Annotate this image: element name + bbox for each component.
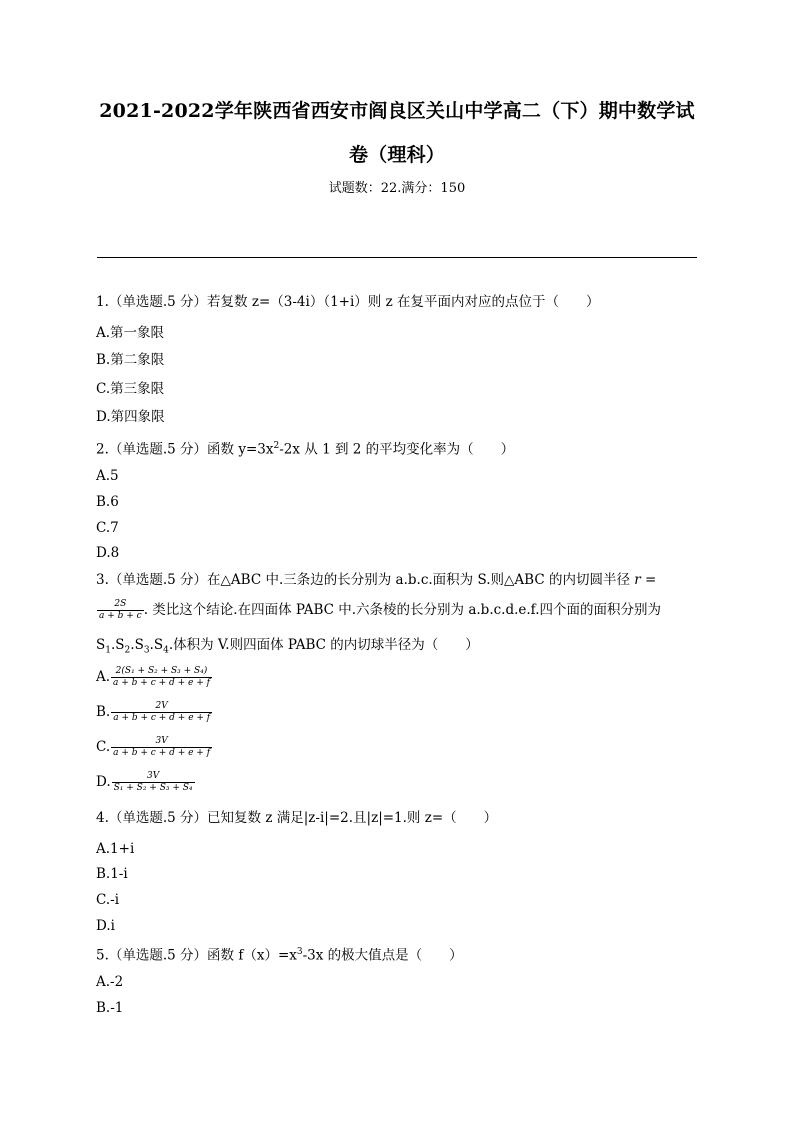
q2-stem-pre: 2.（单选题.5 分）函数 y=3x [96,441,274,458]
exam-title-line-2: 卷（理科） [348,144,445,166]
q3-s2: S [115,637,125,653]
q2-exponent: 2 [273,441,280,451]
q3-d-denominator: S₁ + S₂ + S₃ + S₄ [113,783,193,793]
q3-b-numerator: 2V [155,701,168,711]
q3-a-label: A. [96,669,111,685]
exam-subtitle: 试题数：22.满分：150 [328,181,466,196]
q4-stem: 4.（单选题.5 分）已知复数 z 满足|z-i|=2.且|z|=1.则 z=（ ） [96,810,498,826]
q3-s3: S [134,637,144,653]
q3-a-denominator: a + b + c + d + e + f [113,678,210,688]
exam-title-line-1: 2021-2022学年陕西省西安市阎良区关山中学高二（下）期中数学试 [99,100,695,122]
q3-a-numerator: 2(S₁ + S₂ + S₃ + S₄) [115,666,208,676]
q3-s4-sub: 4 [163,645,169,656]
q3-option-d [96,771,195,794]
q3-c-label: C. [96,739,111,755]
q1-option-b: B.第二象限 [96,352,165,368]
q5-stem-post: -3x 的极大值点是（ ） [302,947,463,964]
q1-option-c: C.第三象限 [96,381,165,397]
q5-option-a: A.-2 [96,974,124,990]
q3-line-3-text: .体积为 V.则四面体 PABC 的内切球半径为（ ） [168,637,479,653]
q3-s2-sub: 2 [124,645,131,656]
q3-d-numerator: 3V [146,771,160,781]
q3-r-equation: r = [634,572,657,588]
q3-s3-sub: 3 [143,645,150,656]
q3-s4: S [153,637,164,653]
q3-s1-sub: 1 [105,645,111,656]
q3-option-c [96,736,212,759]
header-divider [97,257,697,258]
q5-stem [96,943,463,965]
q5-stem-pre: 5.（单选题.5 分）函数 f（x）=x [96,947,297,964]
q3-frac-denominator: a + b + c [99,611,142,621]
q4-option-a: A.1+i [96,841,135,857]
q4-option-b: B.1-i [96,866,128,882]
q3-b-label: B. [96,704,111,720]
q3-frac-numerator: 2S [114,599,127,609]
q1-stem: 1.（单选题.5 分）若复数 z=（3-4i）（1+i）则 z 在复平面内对应的点位于（ ） [96,294,600,310]
q3-line-2-text: . 类比这个结论.在四面体 PABC 中.六条棱的长分别为 a.b.c.d.e.f.四个面的面积分别为 [143,602,661,618]
q2-option-d: D.8 [96,545,120,561]
q5-exponent: 3 [296,947,303,957]
q3-line-3: $S_1.S_2.S_3.S_4$.体积为 V.则四面体 PABC 的内切球半径为（ ） [96,637,479,656]
q3-c-numerator: 3V [155,736,168,746]
q4-option-c: C.-i [96,892,120,908]
q2-option-b: B.6 [96,494,119,510]
q2-option-a: A.5 [96,468,119,484]
q2-stem-post: -2x 从 1 到 2 的平均变化率为（ ） [279,441,515,458]
q2-stem [96,437,514,459]
q3-d-label: D. [96,774,111,790]
q3-option-a [96,666,212,689]
q3-c-denominator: a + b + c + d + e + f [113,748,211,758]
q5-option-b: B.-1 [96,1000,124,1016]
q3-option-b [96,701,212,724]
q1-option-a: A.第一象限 [96,325,165,341]
q3-line-1-text: 3.（单选题.5 分）在△ABC 中.三条边的长分别为 a.b.c.面积为 S.则△ABC 的内切圆半径 [96,572,630,588]
q4-option-d: D.i [96,918,115,934]
q1-option-d: D.第四象限 [96,409,165,425]
q3-line-1 [96,571,656,589]
q3-s1: S [96,637,106,653]
q3-b-denominator: a + b + c + d + e + f [113,713,211,723]
q3-line-2 [96,599,661,622]
q3-inradius-fraction [97,599,144,622]
q2-option-c: C.7 [96,520,119,536]
